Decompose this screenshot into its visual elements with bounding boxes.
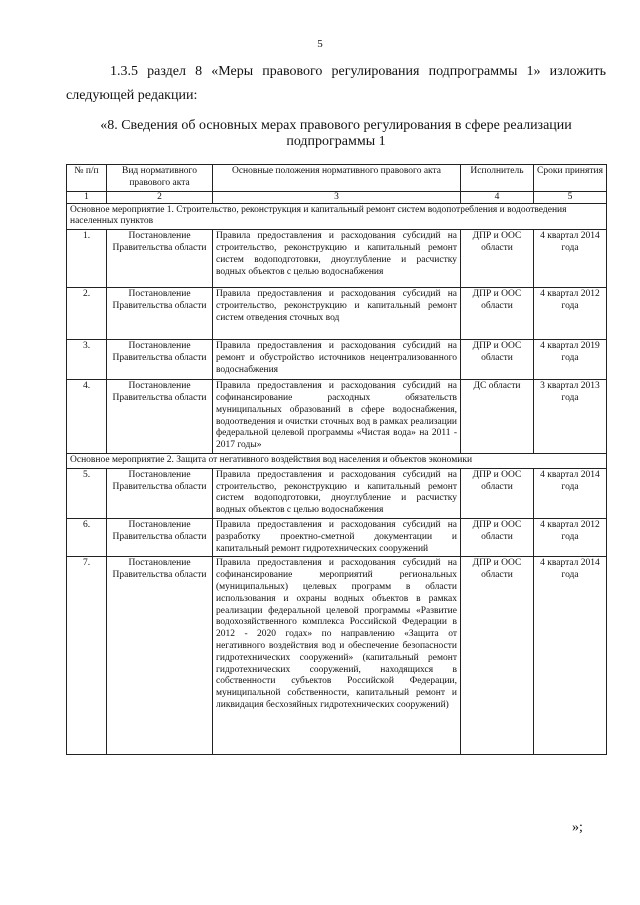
intro-paragraph: 1.3.5 раздел 8 «Меры правового регулирования подпрограммы 1» изложить следующей редакции: [66, 64, 606, 103]
header-executor: Исполнитель [461, 165, 534, 192]
table-row [67, 380, 607, 454]
act-type: Постановление Правительства области [107, 288, 213, 340]
section-heading: «8. Сведения об основных мерах правового регулирования в сфере реализации подпрограммы 1 [100, 118, 572, 149]
provisions: Правила предоставления и расходования субсидий на софинансирование расходных обязательств муниципальных образований в сфере водоснабжения, водоотведения и очистки сточных вод в рамках реализации федеральной целевой программы «Чистая вода» на 2011 - 2017 годы» [213, 380, 461, 454]
column-number: 4 [461, 191, 534, 203]
table-row [67, 230, 607, 288]
term: 4 квартал 2014 года [534, 557, 607, 755]
header-provisions: Основные положения нормативного правового акта [213, 165, 461, 192]
header-term: Сроки принятия [534, 165, 607, 192]
provisions: Правила предоставления и расходования субсидий на ремонт и обустройство источников нецентрализованного водоснабжения [213, 340, 461, 380]
column-number: 2 [107, 191, 213, 203]
row-number: 4. [67, 380, 107, 454]
header-act-type: Вид нормативного правового акта [107, 165, 213, 192]
page-number: 5 [317, 38, 323, 50]
row-number: 2. [67, 288, 107, 340]
row-number: 7. [67, 557, 107, 755]
table-row [67, 288, 607, 340]
provisions: Правила предоставления и расходования субсидий на строительство, реконструкцию и капитальный ремонт систем водоподготовки, дноуглубление и расчистку водных объектов с целью водоснабжения [213, 468, 461, 518]
term: 4 квартал 2012 года [534, 518, 607, 556]
table-row [67, 468, 607, 518]
executor: ДПР и ООС области [461, 340, 534, 380]
act-type: Постановление Правительства области [107, 340, 213, 380]
provisions: Правила предоставления и расходования субсидий на разработку проектно-сметной документации и капитальный ремонт гидротехнических сооружений [213, 518, 461, 556]
header-num: № п/п [67, 165, 107, 192]
column-number: 5 [534, 191, 607, 203]
executor: ДПР и ООС области [461, 230, 534, 288]
term: 4 квартал 2019 года [534, 340, 607, 380]
provisions: Правила предоставления и расходования субсидий на софинансирование мероприятий региональных (муниципальных) целевых программ в области использования и охраны водных объектов в рамках реализации федеральной целевой программы «Развитие водохозяйственного комплекса Российской Федерации в 2012 - 2020 годах» по направлению «Защита от негативного воздействия вод и обеспечение безопасности гидротехнических сооружений» (капитальный ремонт гидротехнических сооружений, находящихся в собственности субъектов Российской Федерации, муниципальной собственности, капитальный ремонт и ликвидация бесхозяйных гидротехнических сооружений) [213, 557, 461, 755]
row-number: 6. [67, 518, 107, 556]
provisions: Правила предоставления и расходования субсидий на строительство, реконструкцию и капитальный ремонт систем отведения сточных вод [213, 288, 461, 340]
executor: ДПР и ООС области [461, 288, 534, 340]
act-type: Постановление Правительства области [107, 468, 213, 518]
section-row [67, 203, 607, 230]
executor: ДС области [461, 380, 534, 454]
row-number: 1. [67, 230, 107, 288]
act-type: Постановление Правительства области [107, 230, 213, 288]
act-type: Постановление Правительства области [107, 557, 213, 755]
term: 4 квартал 2012 года [534, 288, 607, 340]
table-row [67, 340, 607, 380]
closing-quote: »; [572, 820, 583, 835]
column-number: 3 [213, 191, 461, 203]
table-header-row [67, 165, 607, 192]
column-number-row [67, 191, 607, 203]
executor: ДПР и ООС области [461, 518, 534, 556]
act-type: Постановление Правительства области [107, 380, 213, 454]
row-number: 5. [67, 468, 107, 518]
term: 3 квартал 2013 года [534, 380, 607, 454]
executor: ДПР и ООС области [461, 468, 534, 518]
table-row [67, 557, 607, 755]
section-title: Основное мероприятие 2. Защита от негативного воздействия вод населения и объектов экономики [67, 453, 607, 468]
column-number: 1 [67, 191, 107, 203]
table-row [67, 518, 607, 556]
section-row [67, 453, 607, 468]
term: 4 квартал 2014 года [534, 468, 607, 518]
executor: ДПР и ООС области [461, 557, 534, 755]
term: 4 квартал 2014 года [534, 230, 607, 288]
section-title: Основное мероприятие 1. Строительство, реконструкция и капитальный ремонт систем водопотребления и водоотведения населенных пунктов [67, 203, 607, 230]
act-type: Постановление Правительства области [107, 518, 213, 556]
provisions: Правила предоставления и расходования субсидий на строительство, реконструкцию и капитальный ремонт систем водоподготовки, дноуглубление и расчистку водных объектов с целью водоснабжения [213, 230, 461, 288]
row-number: 3. [67, 340, 107, 380]
legal-measures-table [66, 164, 607, 755]
